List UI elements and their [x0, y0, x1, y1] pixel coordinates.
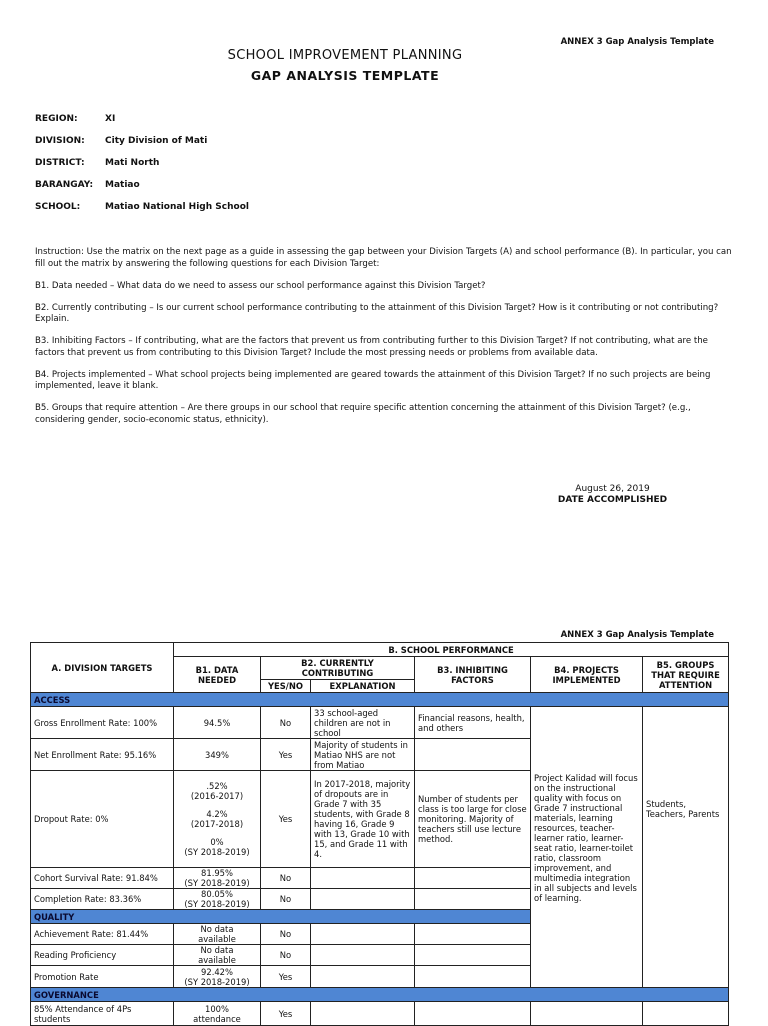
explanation-cell: [311, 1002, 415, 1026]
data-line: 4.2%: [206, 809, 228, 819]
header-b4: B4. PROJECTS IMPLEMENTED: [531, 657, 643, 693]
date-accomplished-label: DATE ACCOMPLISHED: [557, 495, 668, 505]
section-governance: [31, 988, 729, 1002]
data-needed-cell: [174, 1002, 261, 1026]
data-line: .52%: [206, 781, 228, 791]
target-cell: Cohort Survival Rate: 91.84%: [31, 868, 174, 889]
data-needed-cell: [174, 966, 261, 988]
section-access: [31, 693, 729, 707]
title-line-1: SCHOOL IMPROVEMENT PLANNING: [227, 48, 463, 63]
header-b5: B5. GROUPS THAT REQUIRE ATTENTION: [643, 657, 729, 693]
target-cell: Dropout Rate: 0%: [31, 771, 174, 868]
target-cell: Completion Rate: 83.36%: [31, 889, 174, 910]
info-value: Matiao: [105, 180, 140, 190]
data-needed-cell: 94.5%: [174, 707, 261, 739]
info-district: [35, 158, 249, 180]
explanation-cell: [311, 945, 415, 966]
inhibiting-factors-cell: [415, 739, 531, 771]
inhibiting-factors-cell: [415, 868, 531, 889]
groups-cell: [643, 1002, 729, 1026]
yes-no-cell: Yes: [261, 1002, 311, 1026]
info-value: City Division of Mati: [105, 136, 208, 146]
data-line: 0%: [210, 837, 224, 847]
target-cell: Promotion Rate: [31, 966, 174, 988]
groups-cell: Students, Teachers, Parents: [643, 707, 729, 988]
target-cell: Achievement Rate: 81.44%: [31, 924, 174, 945]
explanation-cell: [311, 924, 415, 945]
inhibiting-factors-cell: Number of students per class is too large for close monitoring. Majority of teachers still use lecture method.: [415, 771, 531, 868]
instruction-b3: B3. Inhibiting Factors – If contributing, what are the factors that prevent us from contributing further to this Division Target? If not contributing, what are the factors that prevent us from contributing to this Division Target? Include the most pressing needs or problems from available data.: [35, 336, 708, 358]
title-line-2: GAP ANALYSIS TEMPLATE: [250, 68, 440, 83]
data-line: 81.95%: [201, 868, 233, 878]
explanation-cell: [311, 868, 415, 889]
target-cell: 85% Attendance of 4Ps students: [31, 1002, 174, 1026]
yes-no-cell: Yes: [261, 966, 311, 988]
info-value: Matiao National High School: [105, 202, 249, 212]
data-line: 92.42%: [201, 966, 233, 977]
header-explanation: EXPLANATION: [311, 680, 415, 693]
explanation-cell: In 2017-2018, majority of dropouts are in Grade 7 with 35 students, with Grade 8 having 16, Grade 9 with 13, Grade 10 with 15, and Grade 11 with 4.: [311, 771, 415, 868]
data-line: (SY 2018-2019): [184, 976, 250, 987]
info-label: DIVISION:: [35, 136, 85, 146]
data-line: (2017-2018): [190, 819, 244, 829]
yes-no-cell: No: [261, 945, 311, 966]
info-label: SCHOOL:: [35, 202, 81, 212]
data-line: No data: [200, 924, 234, 934]
instruction-b5: B5. Groups that require attention – Are there groups in our school that require specific attention concerning the attainment of this Division Target? (e.g., considering gender, socio-economic status, ethnicity).: [35, 403, 691, 425]
data-line: attendance: [193, 1013, 241, 1024]
data-line: available: [198, 955, 236, 965]
data-needed-cell: [174, 771, 261, 868]
info-region: [35, 114, 249, 136]
instruction-b4: B4. Projects implemented – What school projects being implemented are geared towards the attainment of this Division Target? If no such projects are being implemented, leave it blank.: [35, 369, 711, 391]
gap-analysis-table: [30, 642, 729, 1026]
data-needed-cell: [174, 924, 261, 945]
data-line: (2016-2017): [190, 791, 244, 801]
data-line: (SY 2018-2019): [184, 878, 250, 888]
info-barangay: [35, 180, 249, 202]
explanation-cell: [311, 966, 415, 988]
info-label: BARANGAY:: [35, 180, 94, 190]
header-yes-no: YES/NO: [261, 680, 311, 693]
target-cell: Reading Proficiency: [31, 945, 174, 966]
instruction-intro: Instruction: Use the matrix on the next page as a guide in assessing the gap between your Division Targets (A) and school performance (B). In particular, you can fill out the matrix by answering the following questions for each Division Target:: [35, 247, 732, 269]
projects-cell: Project Kalidad will focus on the instructional quality with focus on Grade 7 instructional materials, learning resources, teacher-learner ratio, learner-seat ratio, learner-toilet ratio, classroom improvement, and multimedia integration in all subjects and levels of learning.: [531, 707, 643, 988]
projects-cell: [531, 1002, 643, 1026]
data-line: 80.05%: [201, 889, 233, 899]
date-accomplished-value: August 26, 2019: [575, 484, 650, 494]
header-division-targets: A. DIVISION TARGETS: [31, 643, 174, 693]
header-b3: B3. INHIBITING FACTORS: [415, 657, 531, 693]
section-label: ACCESS: [31, 693, 729, 707]
section-label: GOVERNANCE: [31, 988, 729, 1002]
data-needed-cell: [174, 868, 261, 889]
instruction-b2: B2. Currently contributing – Is our current school performance contributing to the attainment of this Division Target? How is it contributing or not contributing? Explain.: [35, 302, 719, 324]
data-needed-cell: [174, 945, 261, 966]
date-block: [540, 484, 685, 505]
header-b1: B1. DATA NEEDED: [174, 657, 261, 693]
inhibiting-factors-cell: [415, 924, 531, 945]
header-b2: B2. CURRENTLY CONTRIBUTING: [261, 657, 415, 680]
info-division: [35, 136, 249, 158]
explanation-cell: Majority of students in Matiao NHS are not from Matiao: [311, 739, 415, 771]
data-line: No data: [200, 945, 234, 955]
yes-no-cell: No: [261, 889, 311, 910]
info-value: XI: [105, 114, 116, 124]
yes-no-cell: No: [261, 868, 311, 889]
inhibiting-factors-cell: [415, 945, 531, 966]
data-line: available: [198, 934, 236, 944]
info-school: [35, 202, 249, 224]
explanation-cell: [311, 889, 415, 910]
inhibiting-factors-cell: [415, 1002, 531, 1026]
table-row: [31, 707, 729, 739]
yes-no-cell: No: [261, 707, 311, 739]
header-school-performance: B. SCHOOL PERFORMANCE: [174, 643, 729, 657]
annex-label-2: ANNEX 3 Gap Analysis Template: [560, 630, 714, 640]
explanation-cell: 33 school-aged children are not in school: [311, 707, 415, 739]
target-cell: Gross Enrollment Rate: 100%: [31, 707, 174, 739]
instructions: [35, 247, 735, 437]
data-needed-cell: [174, 889, 261, 910]
info-value: Mati North: [105, 158, 160, 168]
instruction-b1: B1. Data needed – What data do we need to assess our school performance against this Division Target?: [35, 280, 486, 291]
inhibiting-factors-cell: [415, 889, 531, 910]
header-row: [31, 643, 729, 657]
info-label: REGION:: [35, 114, 78, 124]
yes-no-cell: Yes: [261, 739, 311, 771]
data-line: (SY 2018-2019): [184, 899, 250, 909]
table-row: [31, 1002, 729, 1026]
data-needed-cell: 349%: [174, 739, 261, 771]
yes-no-cell: No: [261, 924, 311, 945]
inhibiting-factors-cell: Financial reasons, health, and others: [415, 707, 531, 739]
annex-label: ANNEX 3 Gap Analysis Template: [560, 37, 714, 47]
inhibiting-factors-cell: [415, 966, 531, 988]
section-label: QUALITY: [31, 910, 531, 924]
data-line: (SY 2018-2019): [184, 847, 250, 857]
info-label: DISTRICT:: [35, 158, 85, 168]
yes-no-cell: Yes: [261, 771, 311, 868]
school-info: [35, 114, 249, 224]
data-line: 100%: [205, 1003, 229, 1014]
target-cell: Net Enrollment Rate: 95.16%: [31, 739, 174, 771]
